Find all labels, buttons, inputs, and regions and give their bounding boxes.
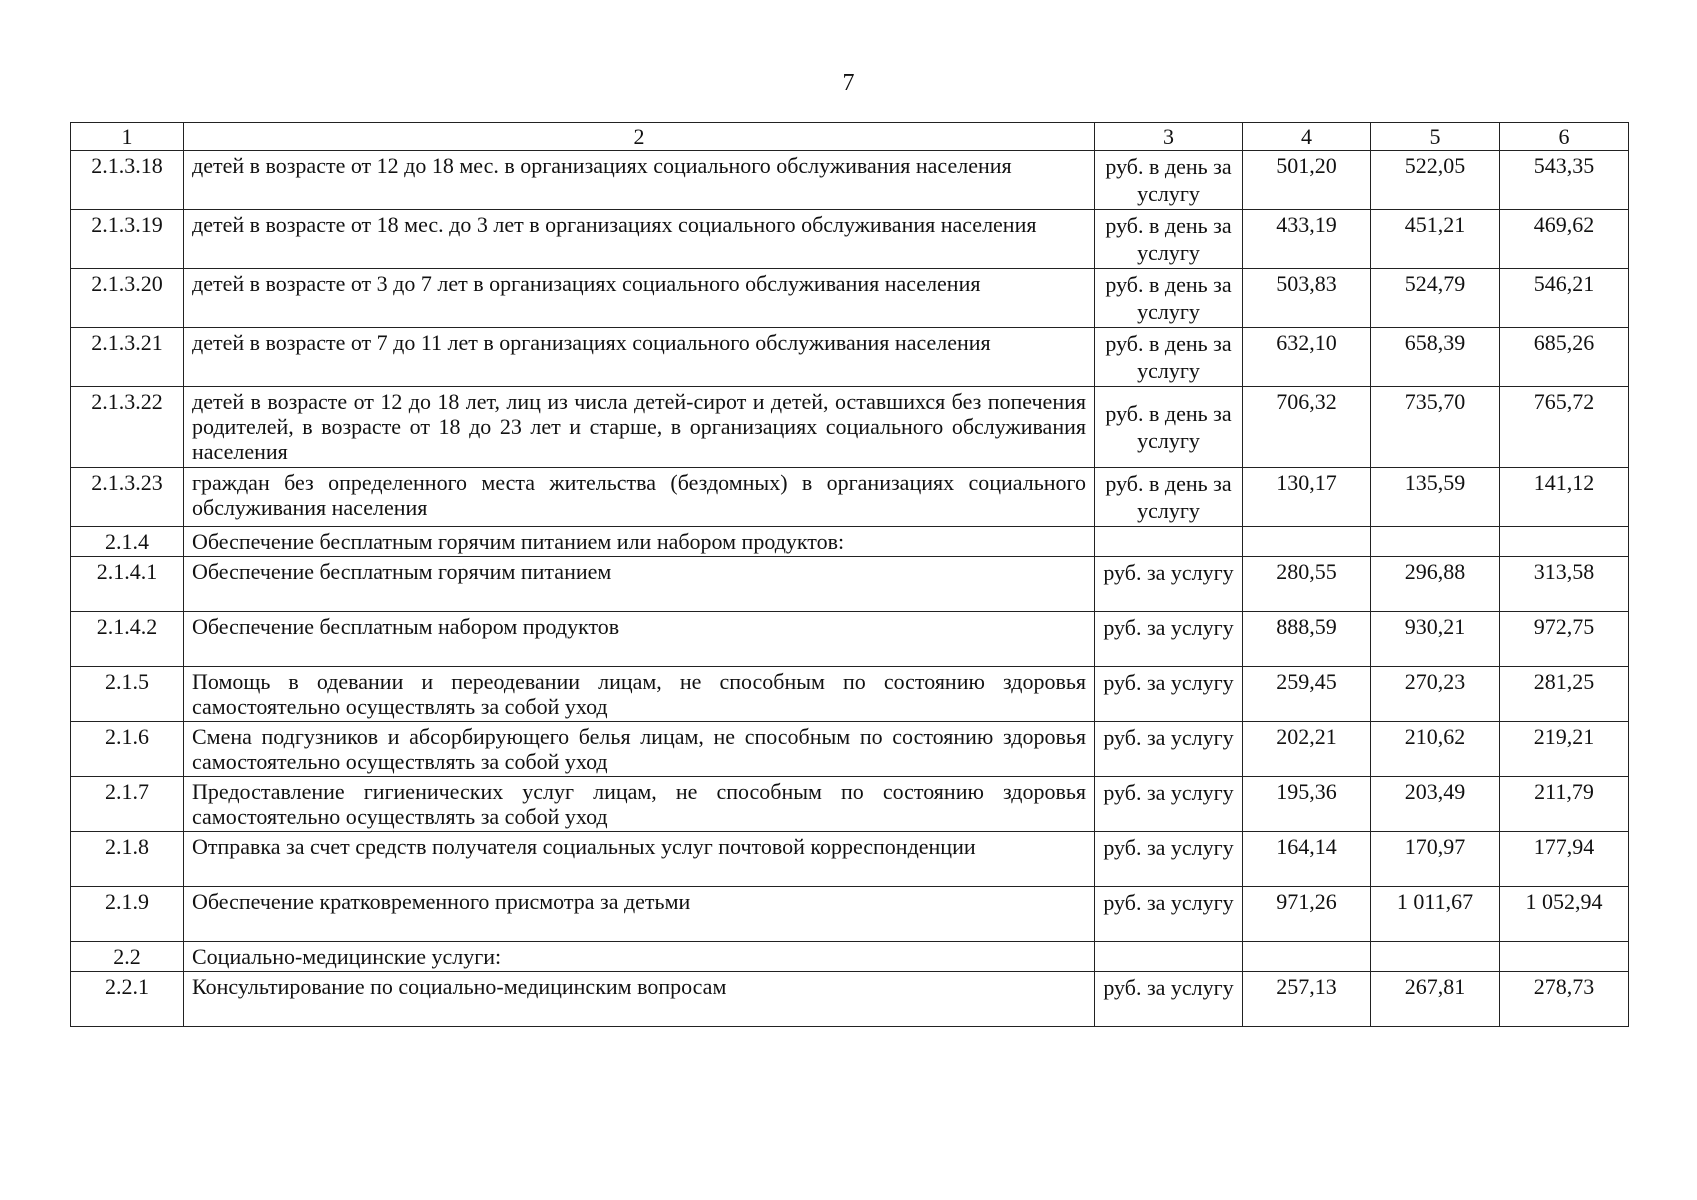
table-row <box>71 832 1629 887</box>
row-value-5: 451,21 <box>1371 210 1500 269</box>
row-name: детей в возрасте от 18 мес. до 3 лет в организациях социального обслуживания населения <box>184 210 1095 269</box>
row-unit: руб. в день за услугу <box>1095 468 1243 527</box>
row-value-5: 930,21 <box>1371 612 1500 667</box>
row-value-4: 706,32 <box>1243 387 1371 468</box>
row-code: 2.1.5 <box>71 667 184 722</box>
row-code: 2.1.8 <box>71 832 184 887</box>
row-value-4: 259,45 <box>1243 667 1371 722</box>
table-row <box>71 151 1629 210</box>
row-value-5: 270,23 <box>1371 667 1500 722</box>
row-value-6: 177,94 <box>1500 832 1629 887</box>
row-value-4: 202,21 <box>1243 722 1371 777</box>
header-cell: 2 <box>184 123 1095 151</box>
table-row <box>71 942 1629 972</box>
row-name: Предоставление гигиенических услуг лицам, не способным по состоянию здоровья самостоятельно осуществлять за собой уход <box>184 777 1095 832</box>
row-code: 2.1.3.18 <box>71 151 184 210</box>
row-value-6 <box>1500 942 1629 972</box>
row-value-5: 203,49 <box>1371 777 1500 832</box>
table-row <box>71 722 1629 777</box>
row-value-6: 313,58 <box>1500 557 1629 612</box>
table-row <box>71 777 1629 832</box>
row-value-6: 685,26 <box>1500 328 1629 387</box>
row-code: 2.1.3.23 <box>71 468 184 527</box>
row-value-5: 170,97 <box>1371 832 1500 887</box>
row-value-6: 972,75 <box>1500 612 1629 667</box>
row-value-4: 280,55 <box>1243 557 1371 612</box>
row-value-5: 1 011,67 <box>1371 887 1500 942</box>
row-value-6: 765,72 <box>1500 387 1629 468</box>
row-unit: руб. за услугу <box>1095 667 1243 722</box>
row-value-5: 522,05 <box>1371 151 1500 210</box>
row-name: Обеспечение кратковременного присмотра за детьми <box>184 887 1095 942</box>
row-value-5: 135,59 <box>1371 468 1500 527</box>
row-unit: руб. за услугу <box>1095 972 1243 1027</box>
row-value-6: 543,35 <box>1500 151 1629 210</box>
table-row <box>71 527 1629 557</box>
row-value-6: 1 052,94 <box>1500 887 1629 942</box>
table-row <box>71 387 1629 468</box>
row-code: 2.1.3.20 <box>71 269 184 328</box>
row-name: Социально-медицинские услуги: <box>184 942 1095 972</box>
row-value-5: 735,70 <box>1371 387 1500 468</box>
row-value-4: 501,20 <box>1243 151 1371 210</box>
row-value-4: 632,10 <box>1243 328 1371 387</box>
row-code: 2.2 <box>71 942 184 972</box>
row-unit: руб. за услугу <box>1095 832 1243 887</box>
row-value-4: 130,17 <box>1243 468 1371 527</box>
row-code: 2.1.7 <box>71 777 184 832</box>
row-name: детей в возрасте от 12 до 18 мес. в организациях социального обслуживания населения <box>184 151 1095 210</box>
row-value-4 <box>1243 527 1371 557</box>
row-unit: руб. за услугу <box>1095 722 1243 777</box>
row-value-6: 281,25 <box>1500 667 1629 722</box>
row-unit <box>1095 527 1243 557</box>
row-unit: руб. в день за услугу <box>1095 151 1243 210</box>
row-value-4: 503,83 <box>1243 269 1371 328</box>
row-name: Консультирование по социально-медицинским вопросам <box>184 972 1095 1027</box>
page-number: 7 <box>842 70 855 96</box>
row-value-5: 267,81 <box>1371 972 1500 1027</box>
table-row <box>71 269 1629 328</box>
row-value-4: 164,14 <box>1243 832 1371 887</box>
table-row <box>71 972 1629 1027</box>
header-cell: 1 <box>71 123 184 151</box>
tariff-table <box>70 122 1629 1027</box>
row-value-5: 658,39 <box>1371 328 1500 387</box>
row-value-5 <box>1371 527 1500 557</box>
header-cell: 5 <box>1371 123 1500 151</box>
row-unit: руб. в день за услугу <box>1095 210 1243 269</box>
row-name: Обеспечение бесплатным набором продуктов <box>184 612 1095 667</box>
header-row <box>71 123 1629 151</box>
row-value-6: 278,73 <box>1500 972 1629 1027</box>
row-unit: руб. за услугу <box>1095 777 1243 832</box>
row-code: 2.1.4.2 <box>71 612 184 667</box>
row-name: детей в возрасте от 7 до 11 лет в организациях социального обслуживания населения <box>184 328 1095 387</box>
row-code: 2.1.3.22 <box>71 387 184 468</box>
row-code: 2.1.4.1 <box>71 557 184 612</box>
table-row <box>71 887 1629 942</box>
table-row <box>71 667 1629 722</box>
row-unit: руб. в день за услугу <box>1095 387 1243 468</box>
row-value-6: 219,21 <box>1500 722 1629 777</box>
table-row <box>71 210 1629 269</box>
row-unit: руб. в день за услугу <box>1095 269 1243 328</box>
table-row <box>71 468 1629 527</box>
row-value-6: 211,79 <box>1500 777 1629 832</box>
row-unit: руб. за услугу <box>1095 557 1243 612</box>
row-value-4: 257,13 <box>1243 972 1371 1027</box>
row-unit <box>1095 942 1243 972</box>
row-name: детей в возрасте от 12 до 18 лет, лиц из числа детей-сирот и детей, оставшихся без попечения родителей, в возрасте от 18 до 23 лет и старше, в организациях социального обслуживания населения <box>184 387 1095 468</box>
row-unit: руб. за услугу <box>1095 612 1243 667</box>
row-value-6: 546,21 <box>1500 269 1629 328</box>
row-name: детей в возрасте от 3 до 7 лет в организациях социального обслуживания населения <box>184 269 1095 328</box>
row-name: Обеспечение бесплатным горячим питанием или набором продуктов: <box>184 527 1095 557</box>
row-value-6: 141,12 <box>1500 468 1629 527</box>
table-row <box>71 328 1629 387</box>
table-row <box>71 557 1629 612</box>
row-value-4 <box>1243 942 1371 972</box>
row-unit: руб. в день за услугу <box>1095 328 1243 387</box>
header-cell: 6 <box>1500 123 1629 151</box>
row-name: Смена подгузников и абсорбирующего белья лицам, не способным по состоянию здоровья самостоятельно осуществлять за собой уход <box>184 722 1095 777</box>
header-cell: 3 <box>1095 123 1243 151</box>
row-value-4: 971,26 <box>1243 887 1371 942</box>
row-value-4: 195,36 <box>1243 777 1371 832</box>
row-value-5: 210,62 <box>1371 722 1500 777</box>
header-cell: 4 <box>1243 123 1371 151</box>
row-code: 2.1.9 <box>71 887 184 942</box>
row-value-6 <box>1500 527 1629 557</box>
row-code: 2.1.3.19 <box>71 210 184 269</box>
row-value-5: 524,79 <box>1371 269 1500 328</box>
row-value-4: 433,19 <box>1243 210 1371 269</box>
row-name: Обеспечение бесплатным горячим питанием <box>184 557 1095 612</box>
table-row <box>71 612 1629 667</box>
row-value-5 <box>1371 942 1500 972</box>
row-code: 2.1.6 <box>71 722 184 777</box>
row-value-5: 296,88 <box>1371 557 1500 612</box>
row-unit: руб. за услугу <box>1095 887 1243 942</box>
row-value-4: 888,59 <box>1243 612 1371 667</box>
row-code: 2.2.1 <box>71 972 184 1027</box>
row-name: граждан без определенного места жительства (бездомных) в организациях социального обслуживания населения <box>184 468 1095 527</box>
row-value-6: 469,62 <box>1500 210 1629 269</box>
row-code: 2.1.3.21 <box>71 328 184 387</box>
row-name: Отправка за счет средств получателя социальных услуг почтовой корреспонденции <box>184 832 1095 887</box>
row-name: Помощь в одевании и переодевании лицам, не способным по состоянию здоровья самостоятельно осуществлять за собой уход <box>184 667 1095 722</box>
row-code: 2.1.4 <box>71 527 184 557</box>
